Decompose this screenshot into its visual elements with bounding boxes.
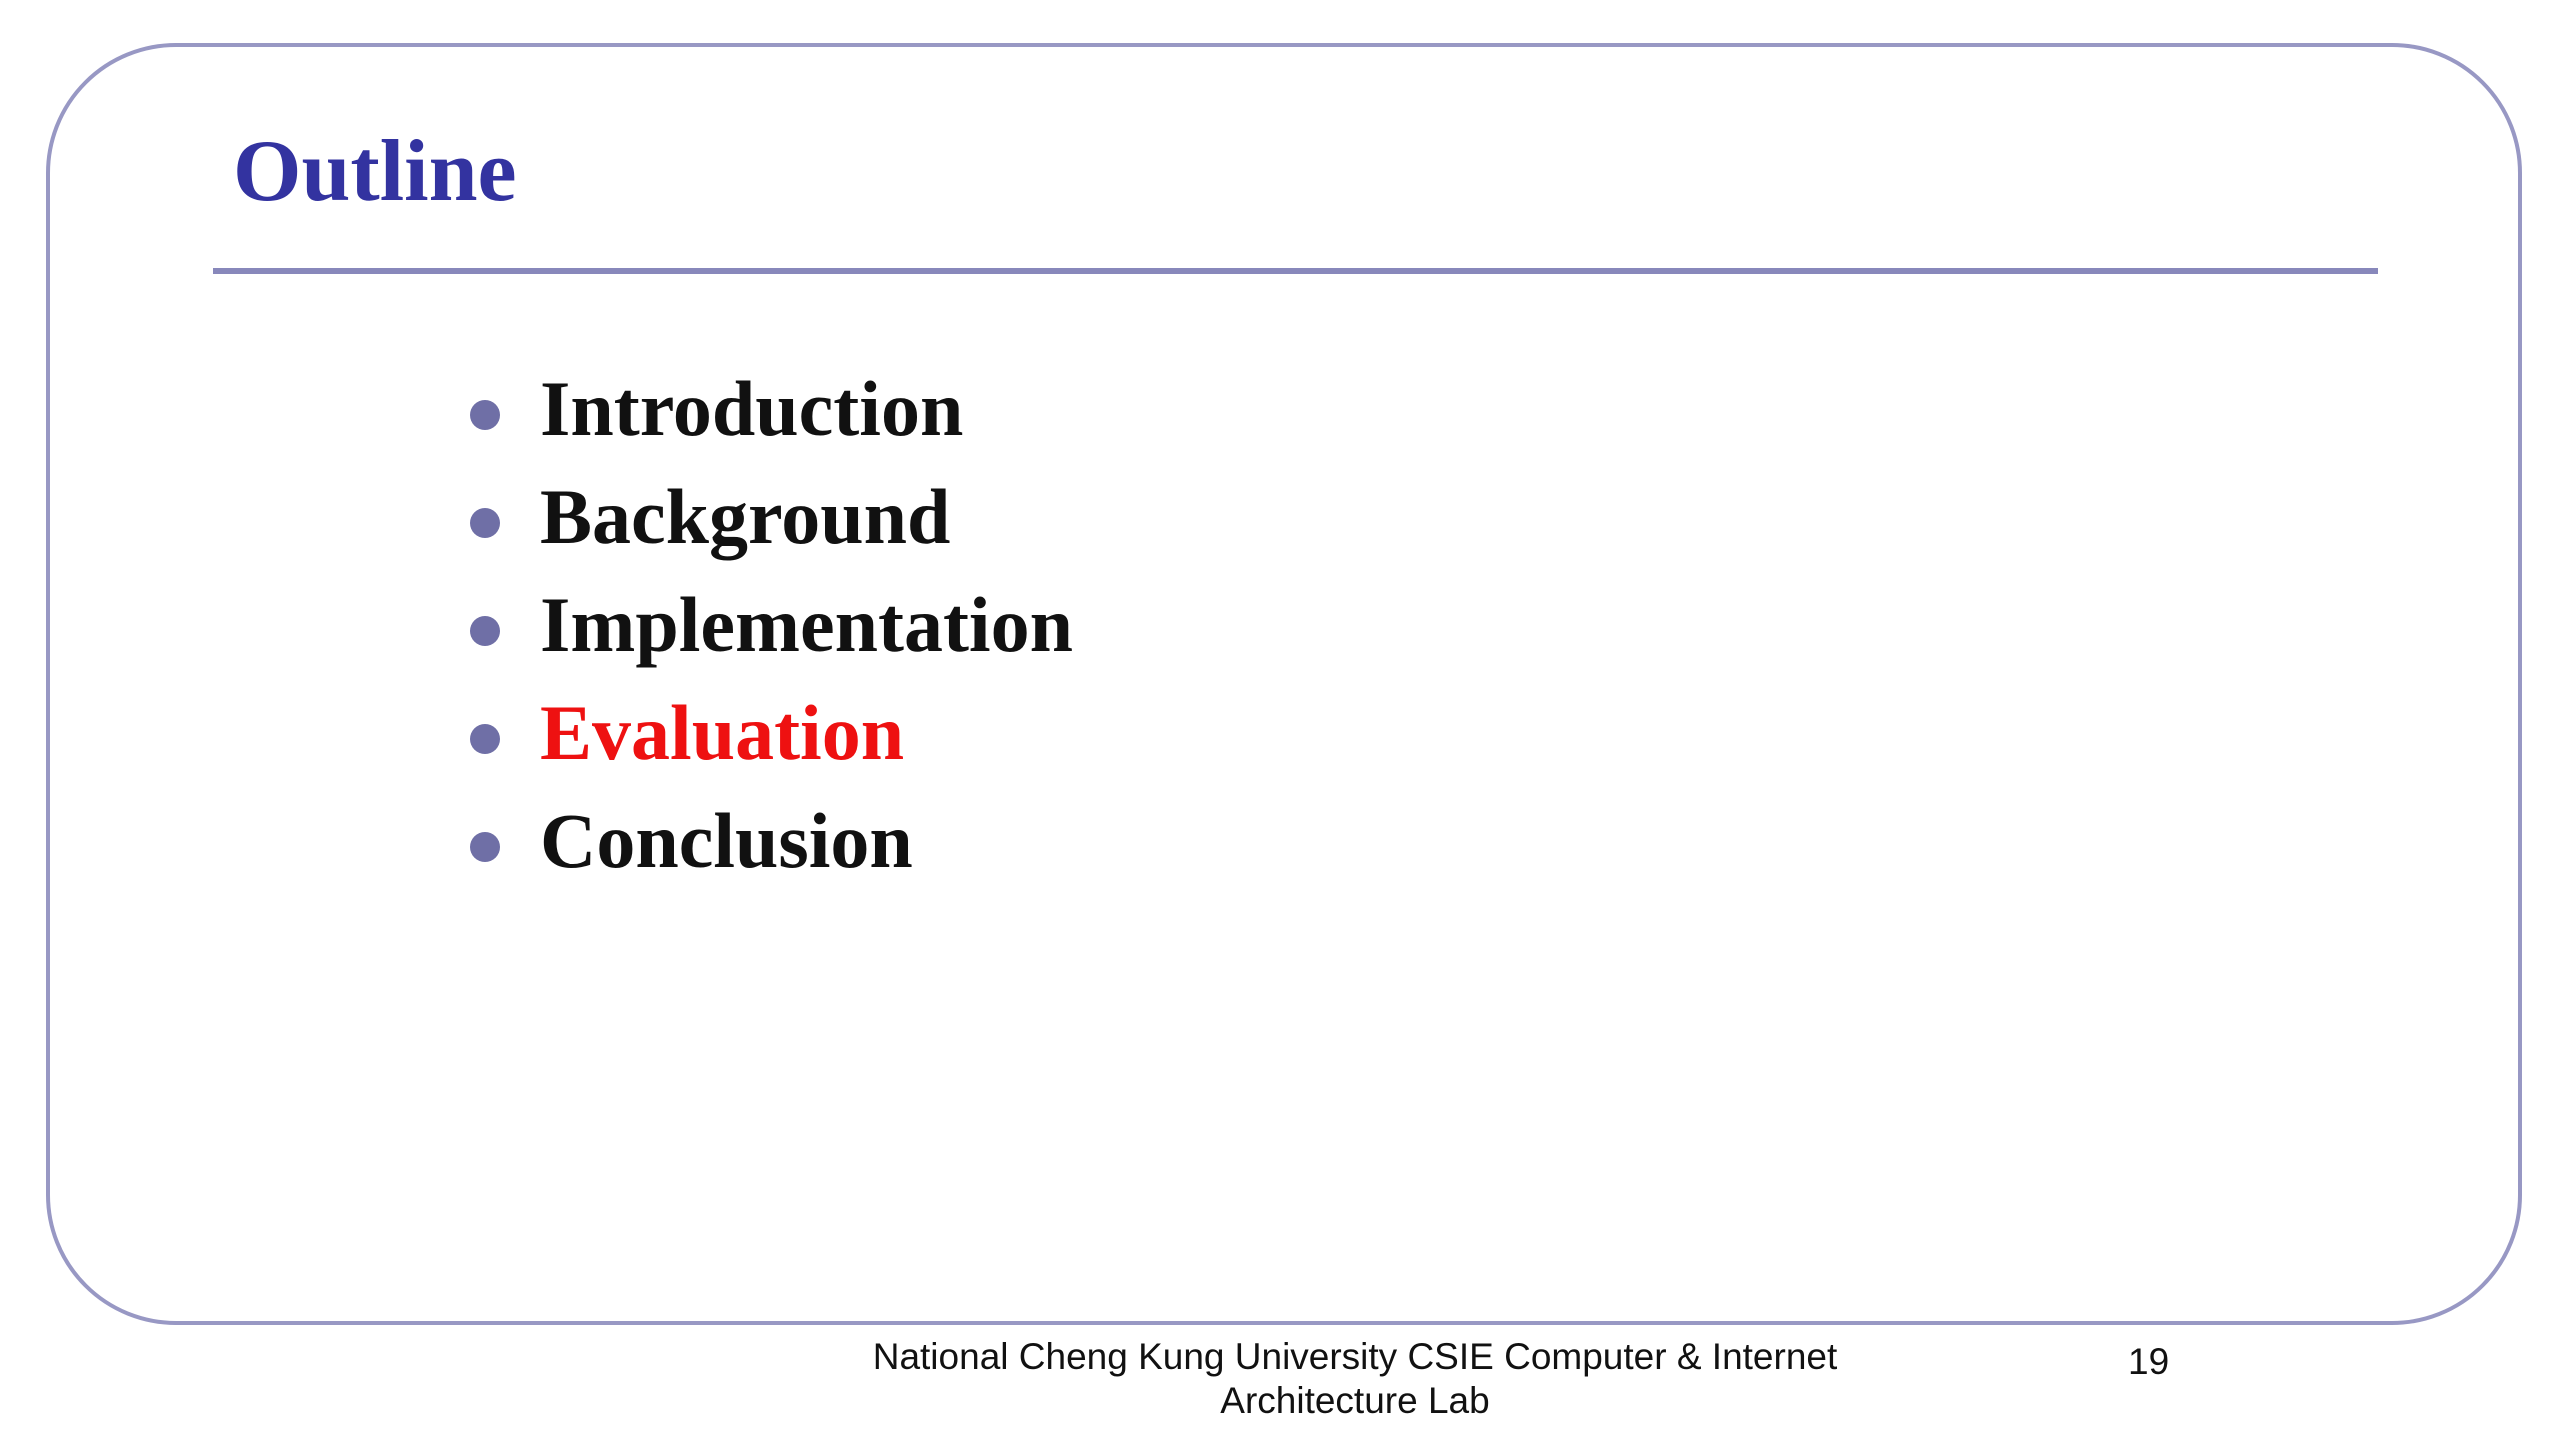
- footer-line-1: National Cheng Kung University CSIE Computer & Internet: [872, 1336, 1838, 1377]
- bullet-dot-icon: [470, 508, 500, 538]
- bullet-dot-icon: [470, 724, 500, 754]
- outline-item-evaluation: [470, 679, 1073, 787]
- footer-text: [830, 1335, 1880, 1423]
- outline-item-label: Conclusion: [540, 797, 913, 884]
- outline-item-conclusion: [470, 787, 1073, 895]
- outline-item-label: Evaluation: [540, 689, 905, 776]
- slide-frame: [46, 43, 2522, 1325]
- outline-item-background: [470, 463, 1073, 571]
- outline-list: [470, 355, 1073, 895]
- page-number: 19: [2128, 1341, 2170, 1382]
- bullet-dot-icon: [470, 616, 500, 646]
- bullet-dot-icon: [470, 832, 500, 862]
- footer-line-2: Architecture Lab: [1220, 1380, 1490, 1421]
- bullet-dot-icon: [470, 400, 500, 430]
- title-divider: [213, 268, 2378, 274]
- outline-item-introduction: [470, 355, 1073, 463]
- outline-item-label: Background: [540, 473, 951, 560]
- outline-item-label: Introduction: [540, 365, 964, 452]
- slide-title: Outline: [233, 123, 517, 220]
- outline-item-label: Implementation: [540, 581, 1073, 668]
- outline-item-implementation: [470, 571, 1073, 679]
